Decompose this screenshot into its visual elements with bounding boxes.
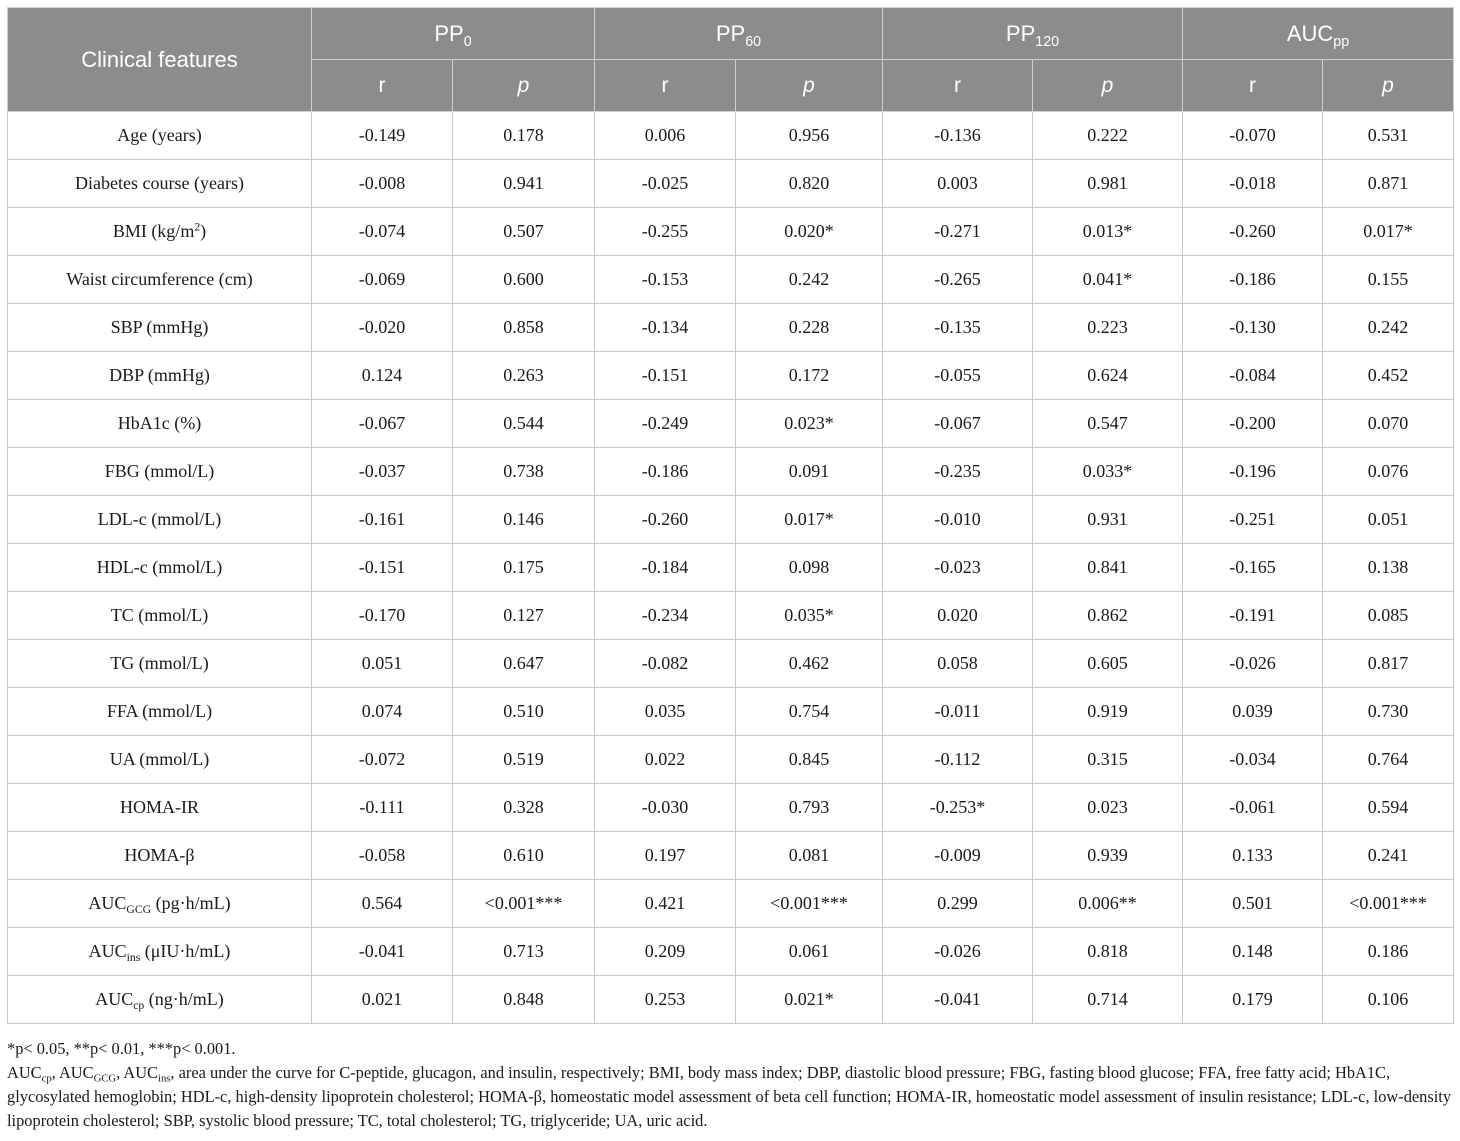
table-row: [8, 976, 1454, 1024]
r-value-cell: -0.161: [312, 496, 453, 544]
correlation-table-container: [7, 7, 1453, 1024]
p-value-cell: 0.186: [1323, 928, 1454, 976]
r-value-cell: 0.148: [1183, 928, 1323, 976]
p-value-cell: 0.172: [736, 352, 883, 400]
table-row: [8, 640, 1454, 688]
table-row: [8, 832, 1454, 880]
table-row: [8, 592, 1454, 640]
table-row: [8, 784, 1454, 832]
p-value-cell: 0.764: [1323, 736, 1454, 784]
r-value-cell: -0.058: [312, 832, 453, 880]
p-value-cell: 0.315: [1033, 736, 1183, 784]
p-value-cell: 0.848: [453, 976, 595, 1024]
table-row: [8, 880, 1454, 928]
table-row: [8, 928, 1454, 976]
p-value-cell: 0.594: [1323, 784, 1454, 832]
r-value-cell: -0.074: [312, 208, 453, 256]
r-value-cell: -0.055: [883, 352, 1033, 400]
p-value-cell: 0.023: [1033, 784, 1183, 832]
row-label: $AUC_{cp}$ (ng·h/mL): [8, 976, 312, 1024]
r-value-cell: -0.251: [1183, 496, 1323, 544]
p-column-header-label: p: [517, 73, 530, 97]
p-column-header-label: p: [1101, 73, 1114, 97]
r-value-cell: -0.249: [595, 400, 736, 448]
r-value-cell: -0.130: [1183, 304, 1323, 352]
table-header: [8, 8, 1454, 112]
p-value-cell: 0.793: [736, 784, 883, 832]
p-value-cell: 0.730: [1323, 688, 1454, 736]
r-value-cell: -0.196: [1183, 448, 1323, 496]
p-value-cell: 0.035*: [736, 592, 883, 640]
r-value-cell: -0.067: [312, 400, 453, 448]
r-value-cell: -0.072: [312, 736, 453, 784]
r-value-cell: -0.082: [595, 640, 736, 688]
correlation-table: [7, 7, 1454, 1024]
p-value-cell: 0.242: [736, 256, 883, 304]
row-label: TG (mmol/L): [8, 640, 312, 688]
p-value-cell: 0.818: [1033, 928, 1183, 976]
table-body: [8, 112, 1454, 1024]
p-value-cell: <0.001***: [1323, 880, 1454, 928]
p-value-cell: 0.519: [453, 736, 595, 784]
p-value-cell: 0.956: [736, 112, 883, 160]
p-value-cell: 0.452: [1323, 352, 1454, 400]
p-value-cell: 0.328: [453, 784, 595, 832]
p-value-cell: 0.931: [1033, 496, 1183, 544]
group-header-pp0: $PP_0$: [312, 8, 595, 60]
table-row: [8, 448, 1454, 496]
p-value-cell: 0.006**: [1033, 880, 1183, 928]
r-value-cell: -0.009: [883, 832, 1033, 880]
r-value-cell: -0.020: [312, 304, 453, 352]
p-value-cell: 0.222: [1033, 112, 1183, 160]
r-column-header: r: [883, 60, 1033, 112]
r-value-cell: -0.235: [883, 448, 1033, 496]
r-value-cell: -0.151: [595, 352, 736, 400]
r-value-cell: 0.058: [883, 640, 1033, 688]
p-value-cell: 0.507: [453, 208, 595, 256]
p-value-cell: 0.106: [1323, 976, 1454, 1024]
table-row: [8, 304, 1454, 352]
p-value-cell: 0.845: [736, 736, 883, 784]
p-value-cell: 0.841: [1033, 544, 1183, 592]
p-value-cell: 0.754: [736, 688, 883, 736]
r-value-cell: -0.023: [883, 544, 1033, 592]
p-value-cell: 0.146: [453, 496, 595, 544]
row-label: SBP (mmHg): [8, 304, 312, 352]
p-value-cell: 0.871: [1323, 160, 1454, 208]
p-value-cell: 0.138: [1323, 544, 1454, 592]
r-value-cell: -0.026: [883, 928, 1033, 976]
row-label: BMI $(kg/m^2)$: [8, 208, 312, 256]
group-header-pp120: $PP_{120}$: [883, 8, 1183, 60]
table-row: [8, 352, 1454, 400]
p-value-cell: 0.155: [1323, 256, 1454, 304]
p-value-cell: 0.013*: [1033, 208, 1183, 256]
r-value-cell: -0.069: [312, 256, 453, 304]
r-column-header: r: [312, 60, 453, 112]
p-value-cell: 0.098: [736, 544, 883, 592]
row-label: HDL-c (mmol/L): [8, 544, 312, 592]
significance-note: *p< 0.05, **p< 0.01, ***p< 0.001.: [7, 1039, 236, 1058]
r-value-cell: -0.271: [883, 208, 1033, 256]
table-row: [8, 256, 1454, 304]
row-label: DBP (mmHg): [8, 352, 312, 400]
r-value-cell: -0.135: [883, 304, 1033, 352]
r-value-cell: 0.133: [1183, 832, 1323, 880]
p-value-cell: 0.127: [453, 592, 595, 640]
r-value-cell: -0.011: [883, 688, 1033, 736]
row-label: FBG (mmol/L): [8, 448, 312, 496]
r-value-cell: -0.018: [1183, 160, 1323, 208]
r-value-cell: -0.134: [595, 304, 736, 352]
r-value-cell: 0.020: [883, 592, 1033, 640]
p-value-cell: 0.817: [1323, 640, 1454, 688]
p-column-header: [453, 60, 595, 112]
p-value-cell: 0.713: [453, 928, 595, 976]
p-value-cell: 0.738: [453, 448, 595, 496]
p-value-cell: 0.600: [453, 256, 595, 304]
p-value-cell: 0.820: [736, 160, 883, 208]
row-label: Age (years): [8, 112, 312, 160]
p-value-cell: 0.981: [1033, 160, 1183, 208]
r-value-cell: -0.260: [595, 496, 736, 544]
r-value-cell: -0.041: [312, 928, 453, 976]
p-value-cell: 0.051: [1323, 496, 1454, 544]
p-value-cell: 0.178: [453, 112, 595, 160]
r-value-cell: 0.197: [595, 832, 736, 880]
r-value-cell: -0.026: [1183, 640, 1323, 688]
p-value-cell: 0.858: [453, 304, 595, 352]
p-value-cell: 0.610: [453, 832, 595, 880]
p-value-cell: 0.242: [1323, 304, 1454, 352]
r-value-cell: -0.265: [883, 256, 1033, 304]
row-label: $AUC_{GCG}$ (pg·h/mL): [8, 880, 312, 928]
r-value-cell: -0.234: [595, 592, 736, 640]
r-value-cell: -0.186: [595, 448, 736, 496]
r-value-cell: 0.074: [312, 688, 453, 736]
table-row: [8, 736, 1454, 784]
p-value-cell: 0.862: [1033, 592, 1183, 640]
r-value-cell: 0.209: [595, 928, 736, 976]
row-label: FFA (mmol/L): [8, 688, 312, 736]
p-value-cell: 0.647: [453, 640, 595, 688]
p-value-cell: 0.939: [1033, 832, 1183, 880]
p-value-cell: 0.017*: [1323, 208, 1454, 256]
table-row: [8, 400, 1454, 448]
p-value-cell: <0.001***: [736, 880, 883, 928]
r-value-cell: -0.149: [312, 112, 453, 160]
r-value-cell: -0.260: [1183, 208, 1323, 256]
r-value-cell: 0.564: [312, 880, 453, 928]
p-value-cell: 0.263: [453, 352, 595, 400]
p-value-cell: 0.241: [1323, 832, 1454, 880]
r-value-cell: 0.179: [1183, 976, 1323, 1024]
r-value-cell: 0.299: [883, 880, 1033, 928]
p-column-header: [1033, 60, 1183, 112]
r-value-cell: 0.124: [312, 352, 453, 400]
r-value-cell: -0.041: [883, 976, 1033, 1024]
r-value-cell: -0.025: [595, 160, 736, 208]
p-value-cell: 0.033*: [1033, 448, 1183, 496]
table-row: [8, 112, 1454, 160]
group-header-pp60: $PP_{60}$: [595, 8, 883, 60]
p-value-cell: 0.070: [1323, 400, 1454, 448]
p-value-cell: 0.605: [1033, 640, 1183, 688]
r-value-cell: -0.136: [883, 112, 1033, 160]
r-value-cell: 0.006: [595, 112, 736, 160]
r-value-cell: 0.253: [595, 976, 736, 1024]
r-column-header: r: [595, 60, 736, 112]
r-value-cell: 0.003: [883, 160, 1033, 208]
p-value-cell: 0.076: [1323, 448, 1454, 496]
p-value-cell: 0.462: [736, 640, 883, 688]
r-value-cell: -0.034: [1183, 736, 1323, 784]
p-value-cell: 0.061: [736, 928, 883, 976]
r-value-cell: 0.051: [312, 640, 453, 688]
table-row: [8, 208, 1454, 256]
r-value-cell: 0.501: [1183, 880, 1323, 928]
r-value-cell: -0.010: [883, 496, 1033, 544]
r-value-cell: -0.151: [312, 544, 453, 592]
group-header-aucpp: $AUC_{pp}$: [1183, 8, 1454, 60]
p-value-cell: 0.714: [1033, 976, 1183, 1024]
p-column-header: [1323, 60, 1454, 112]
row-label: TC (mmol/L): [8, 592, 312, 640]
row-label: $AUC_{ins}$ (μIU·h/mL): [8, 928, 312, 976]
r-value-cell: -0.067: [883, 400, 1033, 448]
row-label: LDL-c (mmol/L): [8, 496, 312, 544]
r-value-cell: -0.253*: [883, 784, 1033, 832]
p-value-cell: 0.624: [1033, 352, 1183, 400]
r-value-cell: -0.070: [1183, 112, 1323, 160]
table-row: [8, 544, 1454, 592]
row-label: HOMA-IR: [8, 784, 312, 832]
clinical-features-header: Clinical features: [8, 8, 312, 112]
r-value-cell: -0.186: [1183, 256, 1323, 304]
p-value-cell: 0.919: [1033, 688, 1183, 736]
row-label: UA (mmol/L): [8, 736, 312, 784]
table-row: [8, 160, 1454, 208]
p-value-cell: 0.531: [1323, 112, 1454, 160]
p-value-cell: 0.091: [736, 448, 883, 496]
r-value-cell: -0.200: [1183, 400, 1323, 448]
row-label: Waist circumference (cm): [8, 256, 312, 304]
r-column-header: r: [1183, 60, 1323, 112]
p-column-header: [736, 60, 883, 112]
p-value-cell: <0.001***: [453, 880, 595, 928]
r-value-cell: 0.039: [1183, 688, 1323, 736]
r-value-cell: 0.421: [595, 880, 736, 928]
p-value-cell: 0.941: [453, 160, 595, 208]
r-value-cell: -0.184: [595, 544, 736, 592]
r-value-cell: -0.153: [595, 256, 736, 304]
p-value-cell: 0.081: [736, 832, 883, 880]
r-value-cell: -0.084: [1183, 352, 1323, 400]
p-value-cell: 0.175: [453, 544, 595, 592]
r-value-cell: -0.111: [312, 784, 453, 832]
table-row: [8, 496, 1454, 544]
r-value-cell: 0.021: [312, 976, 453, 1024]
r-value-cell: -0.008: [312, 160, 453, 208]
p-value-cell: 0.223: [1033, 304, 1183, 352]
abbreviations-note: $AUC_{cp}$, $AUC_{GCG}$, $AUC_{ins}$, area under the curve for C-peptide, glucagon, and insulin, respectively; BMI, body mass index; DBP, diastolic blood pressure; FBG, fasting blood glucose; FFA, free fatty acid; HbA1C, glycosylated hemoglobin; HDL-c, high-density lipoprotein cholesterol; HOMA-β, homeostatic model assessment of beta cell function; HOMA-IR, homeostatic model assessment of insulin resistance; LDL-c, low-density lipoprotein cholesterol; SBP, systolic blood pressure; TC, total cholesterol; TG, triglyceride; UA, uric acid.: [7, 1063, 1452, 1130]
p-value-cell: 0.017*: [736, 496, 883, 544]
table-footnotes: [7, 1037, 1453, 1133]
r-value-cell: -0.061: [1183, 784, 1323, 832]
r-value-cell: -0.170: [312, 592, 453, 640]
p-value-cell: 0.041*: [1033, 256, 1183, 304]
p-value-cell: 0.510: [453, 688, 595, 736]
r-value-cell: -0.191: [1183, 592, 1323, 640]
p-column-header-label: p: [803, 73, 815, 97]
r-value-cell: -0.165: [1183, 544, 1323, 592]
row-label: Diabetes course (years): [8, 160, 312, 208]
r-value-cell: 0.022: [595, 736, 736, 784]
p-value-cell: 0.085: [1323, 592, 1454, 640]
p-value-cell: 0.228: [736, 304, 883, 352]
p-value-cell: 0.547: [1033, 400, 1183, 448]
p-value-cell: 0.021*: [736, 976, 883, 1024]
r-value-cell: -0.037: [312, 448, 453, 496]
r-value-cell: -0.255: [595, 208, 736, 256]
r-value-cell: 0.035: [595, 688, 736, 736]
p-value-cell: 0.023*: [736, 400, 883, 448]
table-row: [8, 688, 1454, 736]
row-label: HOMA-β: [8, 832, 312, 880]
p-column-header-label: p: [1382, 73, 1394, 97]
r-value-cell: -0.112: [883, 736, 1033, 784]
p-value-cell: 0.020*: [736, 208, 883, 256]
row-label: HbA1c (%): [8, 400, 312, 448]
p-value-cell: 0.544: [453, 400, 595, 448]
r-value-cell: -0.030: [595, 784, 736, 832]
